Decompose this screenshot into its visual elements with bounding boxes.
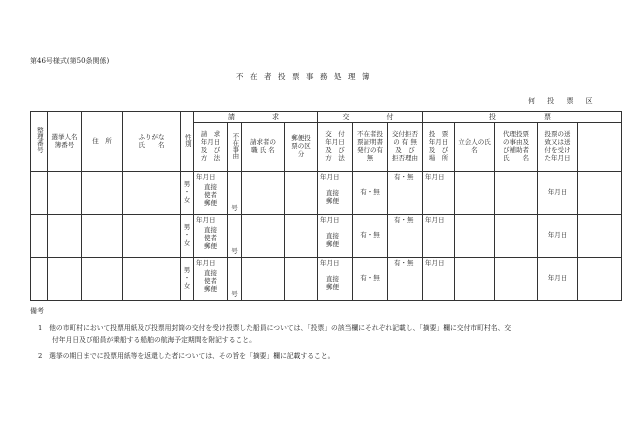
cell-koufu-houhou[interactable]: 年月日 直接 郵便 [318,172,353,215]
cell-jusho[interactable] [82,172,123,215]
form-number: 第46号様式(第50条関係) [30,57,110,65]
cell-dairi-touhyou[interactable] [495,172,538,215]
cell-meibo-bangou[interactable] [48,258,82,301]
header-fuzai-jiyu: 不在事由 [228,123,242,172]
cell-yubin-kubun[interactable] [285,215,318,258]
cell-fuzai-shoumei[interactable]: 有・無 [353,172,388,215]
cell-tekiyou[interactable] [578,215,622,258]
cell-koufu-kyohi[interactable]: 有・無 [388,258,423,301]
note-2: 2 選挙の期日までに投票用紙等を返還した者については、その旨を「摘要」欄に記載すること。 [38,352,335,360]
cell-seiri-bangou[interactable] [31,172,48,215]
group-seikyu: 請 求 [194,112,318,123]
cell-tachiainin[interactable] [455,215,495,258]
cell-seibetsu[interactable]: 男 ・ 女 [181,172,194,215]
header-dairi-touhyou: 代理投票 の事由及 び補助者 氏 名 [495,123,538,172]
register-row [31,258,622,301]
cell-seikyusha[interactable] [242,172,285,215]
cell-fuzai-shoumei[interactable]: 有・無 [353,215,388,258]
header-seibetsu: 性別 [181,112,194,172]
cell-souchi-nengappi[interactable]: 年月日 [538,215,578,258]
cell-seibetsu[interactable]: 男 ・ 女 [181,215,194,258]
cell-shimei[interactable] [123,172,181,215]
header-touhyou-basho: 投 票 年月日 及 び 場 所 [423,123,455,172]
cell-touhyou-basho[interactable]: 年月日 [423,172,455,215]
group-koufu: 交 付 [318,112,423,123]
cell-touhyou-basho[interactable]: 年月日 [423,215,455,258]
header-koufu-houhou: 交 付 年月日 及 び 方 法 [318,123,353,172]
cell-tachiainin[interactable] [455,172,495,215]
header-yubin-kubun: 郵便投 票の区 分 [285,123,318,172]
cell-shimei[interactable] [123,258,181,301]
header-koufu-kyohi: 交付拒否 の 有 無 及 び 拒否理由 [388,123,423,172]
header-fuzai-shoumei: 不在者投 票証明書 発行の有 無 [353,123,388,172]
cell-seiri-bangou[interactable] [31,258,48,301]
cell-seiri-bangou[interactable] [31,215,48,258]
cell-yubin-kubun[interactable] [285,258,318,301]
header-souchi-nengappi: 投票の送 致又は送 付を受け た年月日 [538,123,578,172]
cell-dairi-touhyou[interactable] [495,258,538,301]
register-row [31,215,622,258]
cell-meibo-bangou[interactable] [48,215,82,258]
cell-koufu-kyohi[interactable]: 有・無 [388,172,423,215]
cell-seikyu-houhou[interactable]: 年月日 直接 使者 郵便 [194,258,228,301]
cell-seikyu-houhou[interactable]: 年月日 直接 使者 郵便 [194,215,228,258]
header-meibo-bangou: 選挙人名簿番号 [48,112,82,172]
cell-souchi-nengappi[interactable]: 年月日 [538,172,578,215]
header-tachiainin: 立会人の氏名 [455,123,495,172]
header-seikyusha-shokushimei: 請求者の 職 氏 名 [242,123,285,172]
cell-fuzai-shoumei[interactable]: 有・無 [353,258,388,301]
cell-seikyusha[interactable] [242,258,285,301]
cell-tachiainin[interactable] [455,258,495,301]
cell-jusho[interactable] [82,258,123,301]
cell-tekiyou[interactable] [578,258,622,301]
cell-touhyou-basho[interactable]: 年月日 [423,258,455,301]
cell-souchi-nengappi[interactable]: 年月日 [538,258,578,301]
cell-koufu-kyohi[interactable]: 有・無 [388,215,423,258]
header-jusho: 住 所 [82,112,123,172]
voting-district: 何 投 票 区 [528,97,598,105]
group-touhyou: 投 票 [423,112,622,123]
cell-dairi-touhyou[interactable] [495,215,538,258]
cell-koufu-houhou[interactable]: 年月日 直接 郵便 [318,215,353,258]
cell-seikyusha[interactable] [242,215,285,258]
notes-heading: 備考 [30,307,44,315]
header-furigana-shimei: ふりがな 氏 名 [123,112,181,172]
cell-seikyu-houhou[interactable]: 年月日 直接 使者 郵便 [194,172,228,215]
cell-fuzai-jiyu[interactable]: 号 [228,258,242,301]
cell-jusho[interactable] [82,215,123,258]
note-1-continued: 付年月日及び船員が乗船する船舶の航海予定期間を附記すること。 [52,336,256,344]
cell-shimei[interactable] [123,215,181,258]
absentee-voting-register-table [30,111,622,301]
note-1: 1 他の市町村において投票用紙及び投票用封筒の交付を受け投票した船員については、「投票」の該当欄にそれぞれ記載し、「摘要」欄に交付市町村名、交 [38,324,512,332]
cell-fuzai-jiyu[interactable]: 号 [228,172,242,215]
document-title: 不在者投票事務処理簿 [236,72,376,81]
header-seikyu-houhou: 請 求 年月日 及 び 方 法 [194,123,228,172]
register-row [31,172,622,215]
cell-seibetsu[interactable]: 男 ・ 女 [181,258,194,301]
cell-koufu-houhou[interactable]: 年月日 直接 郵便 [318,258,353,301]
cell-tekiyou[interactable] [578,172,622,215]
cell-yubin-kubun[interactable] [285,172,318,215]
cell-meibo-bangou[interactable] [48,172,82,215]
header-seiri-bangou: 整理番号 [31,112,48,172]
cell-fuzai-jiyu[interactable]: 号 [228,215,242,258]
